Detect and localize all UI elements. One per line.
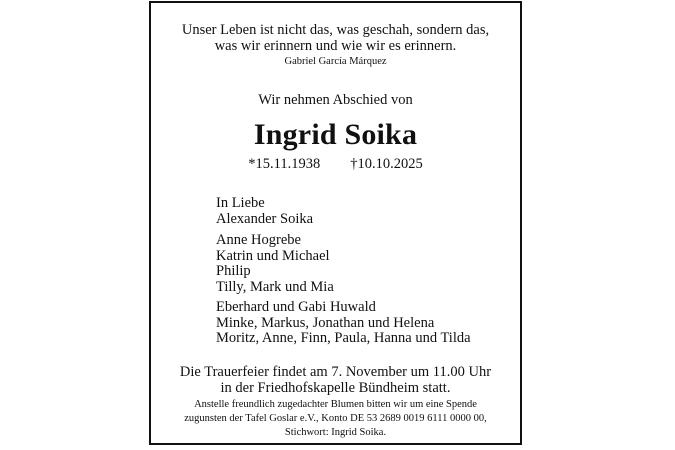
donation-line-1: Anstelle freundlich zugedachter Blumen bitten wir um eine Spende <box>194 399 477 410</box>
donation-line-2: zugunsten der Tafel Goslar e.V., Konto DE 53 2689 0019 6111 0000 00, <box>184 413 487 424</box>
quote-line-2: was wir erinnern und wie wir es erinnern. <box>214 38 457 54</box>
mourner-line: Anne Hogrebe <box>216 232 301 248</box>
mourner-line: Eberhard und Gabi Huwald <box>216 299 376 315</box>
mourner-line: Alexander Soika <box>216 210 314 227</box>
mourner-line: In Liebe <box>216 195 265 211</box>
death-date: †10.10.2025 <box>350 156 423 172</box>
mourner-line: Moritz, Anne, Finn, Paula, Hanna und Tilda <box>216 330 471 346</box>
quote-author: Gabriel García Márquez <box>284 56 387 67</box>
quote-line-1: Unser Leben ist nicht das, was geschah, sondern das, <box>181 22 490 38</box>
farewell-intro: Wir nehmen Abschied von <box>258 92 413 108</box>
life-dates <box>151 157 520 172</box>
donation-line-3: Stichwort: Ingrid Soika. <box>284 427 387 438</box>
mourner-line: Philip <box>216 263 251 279</box>
mourner-line: Katrin und Michael <box>216 247 330 264</box>
mourners-group-1 <box>216 196 313 227</box>
obituary-notice <box>149 1 522 445</box>
mourner-line: Minke, Markus, Jonathan und Helena <box>216 314 435 331</box>
birth-date: *15.11.1938 <box>248 156 321 172</box>
mourners-group-2 <box>216 233 334 295</box>
service-line-1: Die Trauerfeier findet am 7. November um 11.00 Uhr <box>179 364 492 380</box>
deceased-name: Ingrid Soika <box>253 118 418 151</box>
mourner-line: Tilly, Mark und Mia <box>216 278 334 295</box>
mourners-group-3 <box>216 300 471 347</box>
service-line-2: in der Friedhofskapelle Bündheim statt. <box>220 380 451 396</box>
